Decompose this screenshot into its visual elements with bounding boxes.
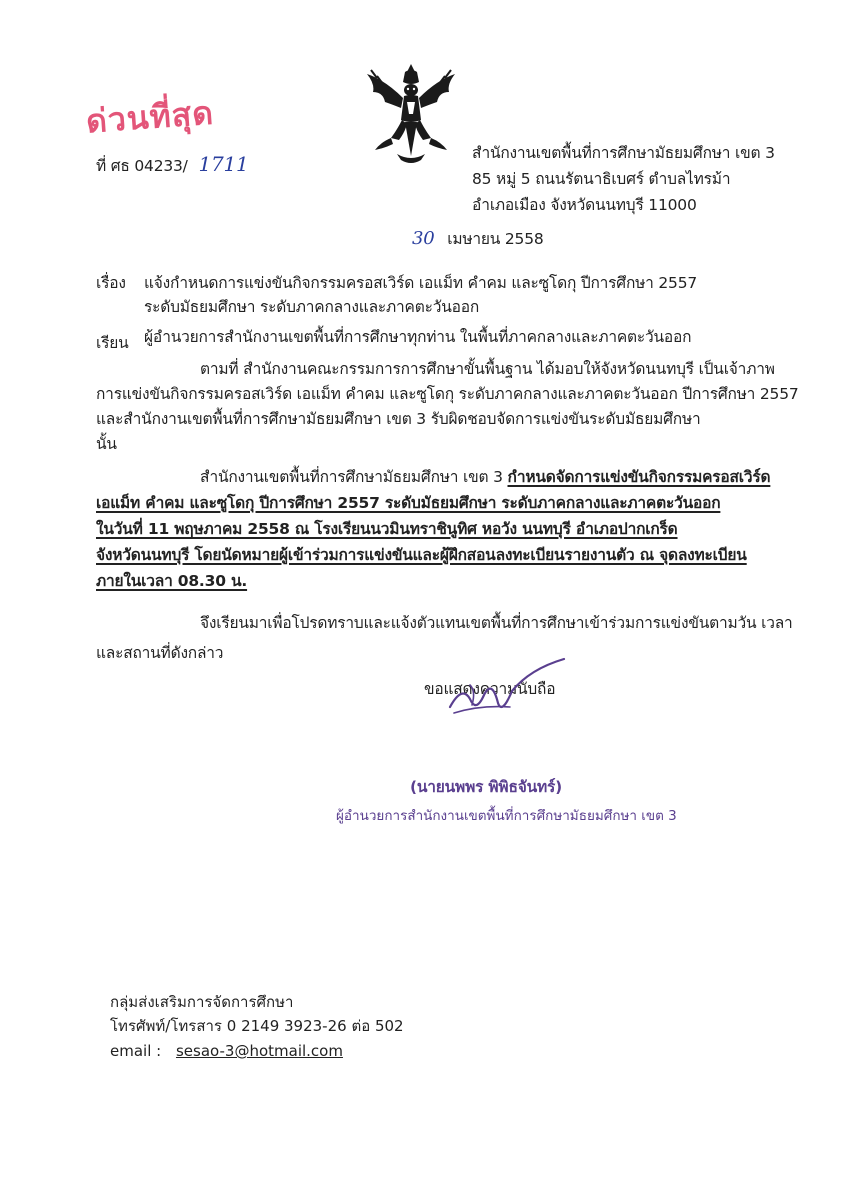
document-number-handwritten: 1711 (198, 152, 249, 176)
body-paragraph-2-line-4: จังหวัดนนทบุรี โดยนัดหมายผู้เข้าร่วมการแข่งขันและผู้ฝึกสอนลงทะเบียนรายงานตัว ณ จุดลงทะเบียน (96, 546, 747, 564)
date-day-handwritten: 30 (412, 228, 435, 249)
body-paragraph-2-intro: สำนักงานเขตพื้นที่การศึกษามัธยมศึกษา เขต 3 (200, 468, 503, 486)
urgent-stamp: ด่วนที่สุด (84, 93, 216, 141)
document-date (412, 226, 544, 251)
recipient-text: ผู้อำนวยการสำนักงานเขตพื้นที่การศึกษาทุกท่าน ในพื้นที่ภาคกลางและภาคตะวันออก (144, 328, 692, 346)
footer-email-label: email : (110, 1042, 162, 1060)
sender-address-line-1: สำนักงานเขตพื้นที่การศึกษามัธยมศึกษา เขต 3 (472, 144, 775, 162)
subject-line-2: ระดับมัธยมศึกษา ระดับภาคกลางและภาคตะวันออก (144, 298, 480, 316)
closing-salutation: ขอแสดงความนับถือ (424, 680, 556, 698)
sender-address-line-2: 85 หมู่ 5 ถนนรัตนาธิเบศร์ ตำบลไทรม้า (472, 170, 731, 188)
document-number-prefix: ที่ ศธ 04233/ (96, 157, 188, 175)
signatory-name: (นายนพพร พิพิธจันทร์) (410, 778, 563, 796)
body-paragraph-1-line-4: นั้น (96, 435, 117, 453)
body-paragraph-2-line-3: ในวันที่ 11 พฤษภาคม 2558 ณ โรงเรียนนวมินทราชินูทิศ หอวัง นนทบุรี อำเภอปากเกร็ด (96, 520, 678, 538)
footer-phone: โทรศัพท์/โทรสาร 0 2149 3923-26 ต่อ 502 (110, 1017, 404, 1035)
footer-department: กลุ่มส่งเสริมการจัดการศึกษา (110, 993, 294, 1011)
subject-label: เรื่อง (96, 274, 126, 292)
body-paragraph-1-line-2: การแข่งขันกิจกรรมครอสเวิร์ด เอแม็ท คำคม และซูโดกุ ระดับภาคกลางและภาคตะวันออก ปีการศึกษา 2557 (96, 385, 799, 403)
garuda-emblem-icon (360, 58, 462, 168)
body-paragraph-1-line-1: ตามที่ สำนักงานคณะกรรมการการศึกษาขั้นพื้นฐาน ได้มอบให้จังหวัดนนทบุรี เป็นเจ้าภาพ (200, 360, 775, 378)
document-number (96, 152, 249, 178)
signatory-position: ผู้อำนวยการสำนักงานเขตพื้นที่การศึกษามัธยมศึกษา เขต 3 (336, 808, 677, 824)
body-paragraph-3-line-2: และสถานที่ดังกล่าว (96, 644, 224, 662)
body-paragraph-3-line-1: จึงเรียนมาเพื่อโปรดทราบและแจ้งตัวแทนเขตพื้นที่การศึกษาเข้าร่วมการแข่งขันตามวัน เวลา (200, 614, 793, 632)
footer-email (110, 1042, 343, 1060)
body-paragraph-1-line-3: และสำนักงานเขตพื้นที่การศึกษามัธยมศึกษา เขต 3 รับผิดชอบจัดการแข่งขันระดับมัธยมศึกษา (96, 410, 701, 428)
body-paragraph-2-line-2: เอแม็ท คำคม และซูโดกุ ปีการศึกษา 2557 ระดับมัธยมศึกษา ระดับภาคกลางและภาคตะวันออก (96, 494, 721, 512)
body-paragraph-2-line-1 (200, 464, 770, 489)
subject-line-1: แจ้งกำหนดการแข่งขันกิจกรรมครอสเวิร์ด เอแม็ท คำคม และซูโดกุ ปีการศึกษา 2557 (144, 274, 698, 292)
date-month-year: เมษายน 2558 (447, 230, 544, 248)
footer-email-link[interactable]: sesao-3@hotmail.com (175, 1042, 343, 1060)
signature-mark-icon (440, 655, 570, 725)
sender-address-line-3: อำเภอเมือง จังหวัดนนทบุรี 11000 (472, 196, 697, 214)
recipient-label: เรียน (96, 334, 129, 352)
body-paragraph-2-line-5: ภายในเวลา 08.30 น. (96, 572, 248, 590)
body-paragraph-2-emphasis-start: กำหนดจัดการแข่งขันกิจกรรมครอสเวิร์ด (507, 468, 771, 486)
